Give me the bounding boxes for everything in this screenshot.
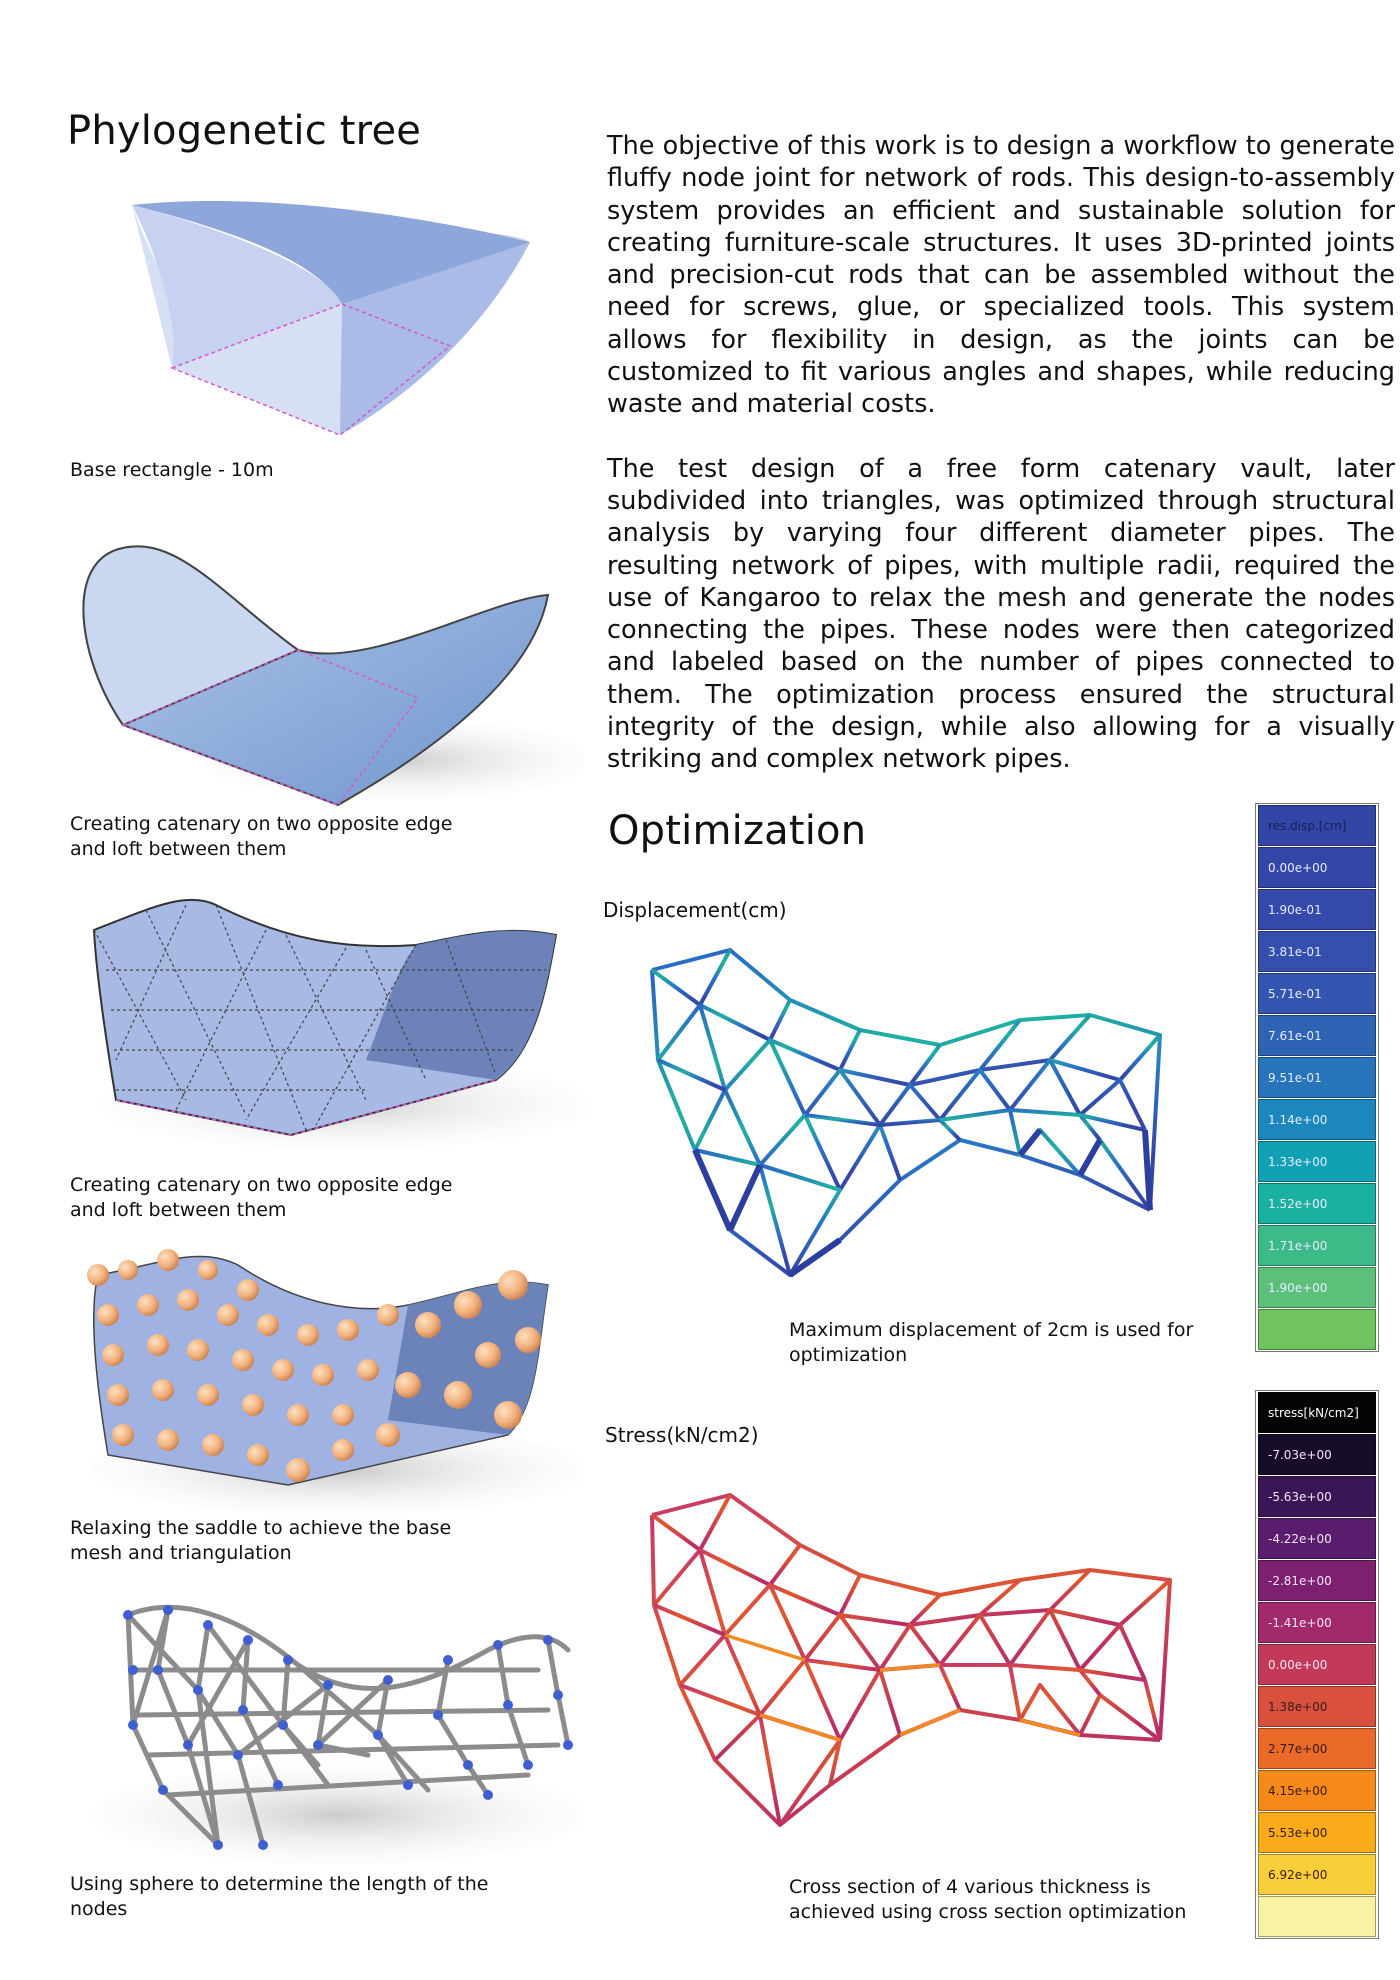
stress-legend-entry: -1.41e+00 [1258, 1602, 1376, 1643]
stress-network-image [640, 1485, 1200, 1845]
displacement-legend-entry: 1.71e+00 [1258, 1225, 1376, 1266]
stress-legend-entry: -4.22e+00 [1258, 1518, 1376, 1559]
stress-legend [1255, 1390, 1379, 1939]
rod-network-nodes-image [68, 1595, 583, 1865]
displacement-legend [1255, 803, 1379, 1352]
stress-legend-entry: -5.63e+00 [1258, 1476, 1376, 1517]
displacement-legend-entry: 0.00e+00 [1258, 847, 1376, 888]
stress-legend-entry: 0.00e+00 [1258, 1644, 1376, 1685]
catenary-loft-image [68, 540, 583, 810]
stress-legend-header: stress[kN/cm2] [1258, 1392, 1376, 1433]
displacement-legend-entry: 1.33e+00 [1258, 1141, 1376, 1182]
caption-3: Creating catenary on two opposite edge and loft between them [70, 1174, 453, 1221]
stress-legend-entry: 1.38e+00 [1258, 1686, 1376, 1727]
intro-text [607, 130, 1395, 808]
optimization-title: Optimization [608, 808, 867, 854]
caption-5: Using sphere to determine the length of the nodes [70, 1873, 489, 1920]
paragraph-1: The objective of this work is to design a workflow to generate fluffy node joint for network of rods. This design-to-assembly system provides an efficient and sustainable solution for creating furniture-scale structures. It uses 3D-printed joints and precision-cut rods that can be assembled without the need for screws, glue, or specialized tools. This system allows for flexibility in design, as the joints can be customized to fit various angles and shapes, while reducing waste and material costs. [607, 131, 1395, 420]
displacement-legend-entry [1258, 1309, 1376, 1350]
stress-legend-entry: 4.15e+00 [1258, 1770, 1376, 1811]
displacement-label: Displacement(cm) [603, 898, 787, 922]
stress-legend-entry: 2.77e+00 [1258, 1728, 1376, 1769]
displacement-legend-entry: 3.81e-01 [1258, 931, 1376, 972]
stress-legend-entry: -2.81e+00 [1258, 1560, 1376, 1601]
displacement-caption: Maximum displacement of 2cm is used for optimization [789, 1319, 1194, 1366]
relaxed-saddle-spheres-image [68, 1245, 583, 1515]
displacement-legend-header: res.disp.[cm] [1258, 805, 1376, 846]
displacement-legend-entry: 5.71e-01 [1258, 973, 1376, 1014]
displacement-legend-entry: 9.51e-01 [1258, 1057, 1376, 1098]
catenary-base-image [120, 200, 540, 440]
page-title: Phylogenetic tree [67, 108, 422, 154]
stress-label: Stress(kN/cm2) [605, 1423, 759, 1447]
stress-legend-entry: -7.03e+00 [1258, 1434, 1376, 1475]
displacement-legend-entry: 7.61e-01 [1258, 1015, 1376, 1056]
caption-1: Base rectangle - 10m [70, 459, 274, 481]
caption-2: Creating catenary on two opposite edge and loft between them [70, 813, 453, 860]
displacement-legend-entry: 1.52e+00 [1258, 1183, 1376, 1224]
stress-legend-entry [1258, 1896, 1376, 1937]
paragraph-2: The test design of a free form catenary vault, later subdivided into triangles, was optimized through structural analysis by varying four different diameter pipes. The resulting network of pipes, with multiple radii, required the use of Kangaroo to relax the mesh and generate the nodes connecting the pipes. These nodes were then categorized and labeled based on the number of pipes connected to them. The optimization process ensured the structural integrity of the design, while also allowing for a visually striking and complex network pipes. [607, 453, 1395, 775]
stress-caption: Cross section of 4 various thickness is achieved using cross section optimization [789, 1876, 1187, 1923]
displacement-network-image [640, 940, 1200, 1290]
stress-legend-entry: 5.53e+00 [1258, 1812, 1376, 1853]
stress-legend-entry: 6.92e+00 [1258, 1854, 1376, 1895]
triangulated-surface-image [66, 890, 586, 1150]
caption-4: Relaxing the saddle to achieve the base mesh and triangulation [70, 1517, 452, 1564]
displacement-legend-entry: 1.14e+00 [1258, 1099, 1376, 1140]
displacement-legend-entry: 1.90e-01 [1258, 889, 1376, 930]
displacement-legend-entry: 1.90e+00 [1258, 1267, 1376, 1308]
